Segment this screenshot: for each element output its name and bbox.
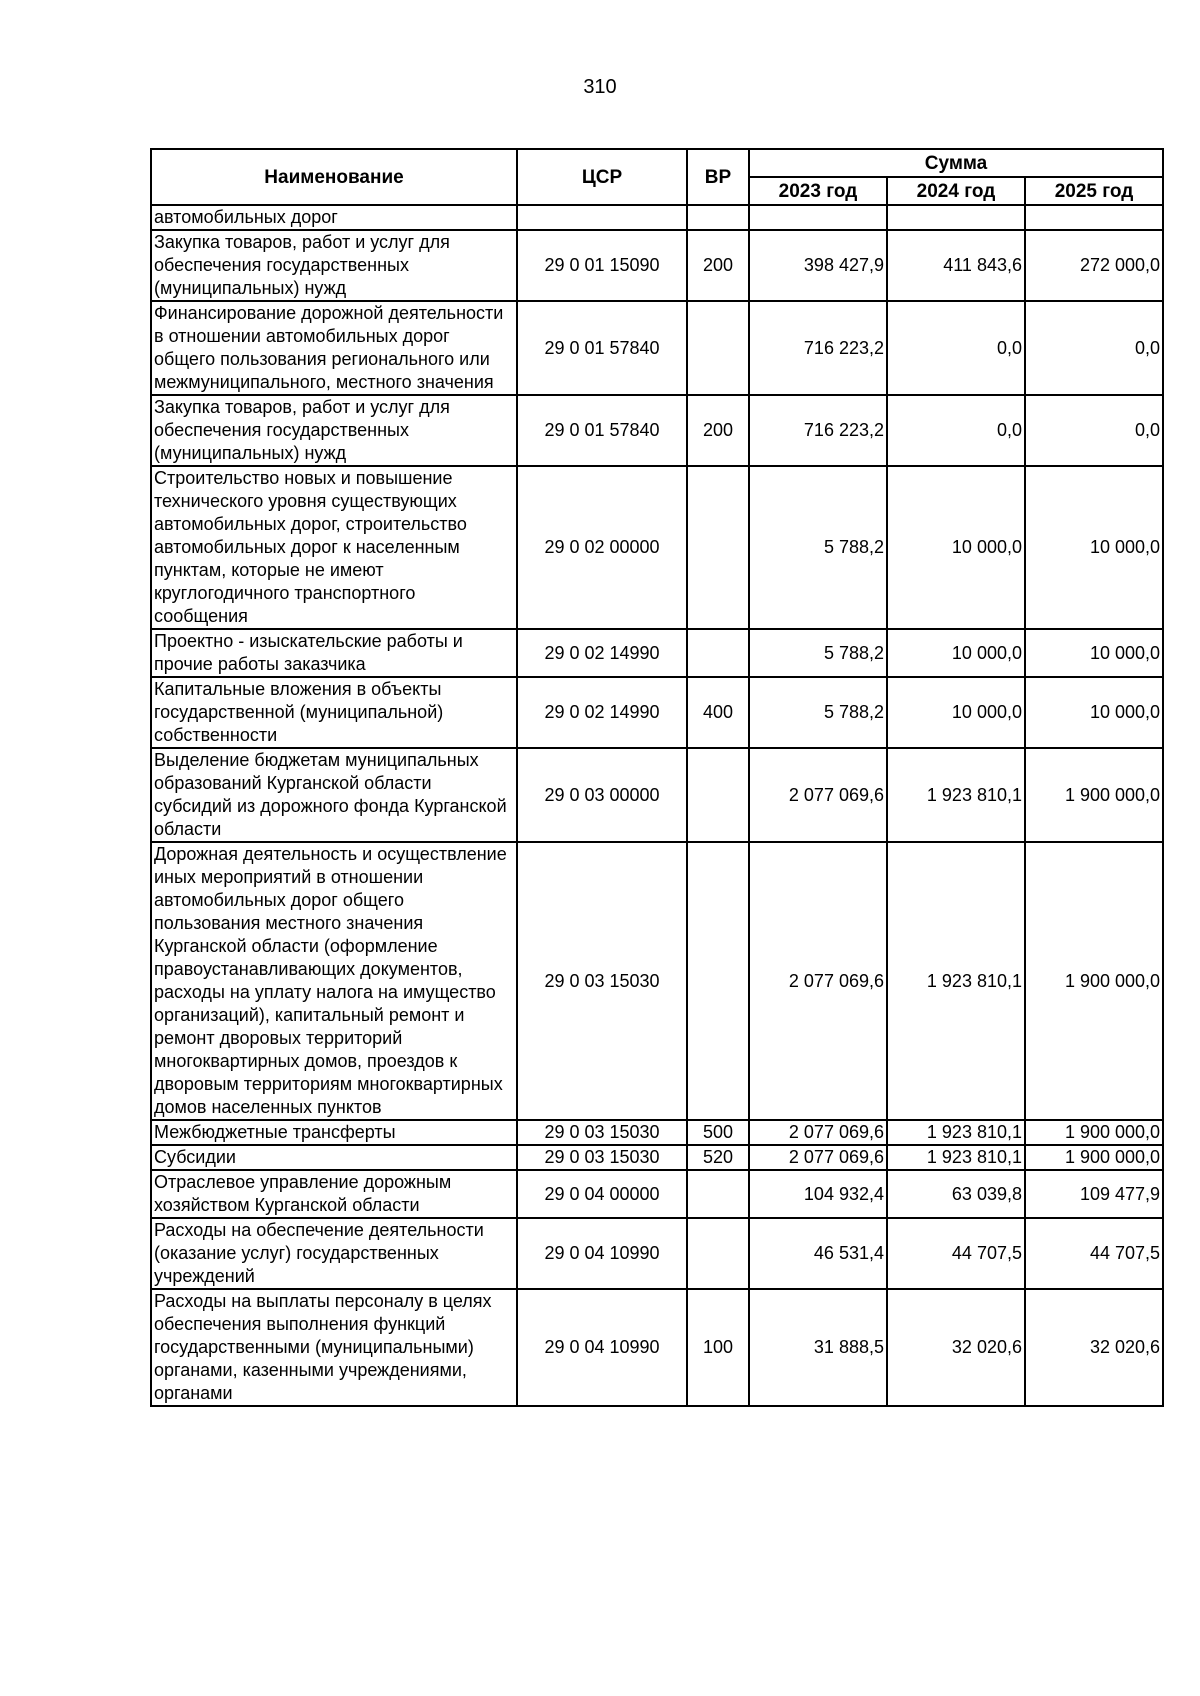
table-row bbox=[151, 1120, 1163, 1145]
row-sum-2025-cell: 10 000,0 bbox=[1025, 677, 1163, 748]
row-name-cell: Отраслевое управление дорожным хозяйством Курганской области bbox=[151, 1170, 517, 1218]
row-name-cell: Закупка товаров, работ и услуг для обеспечения государственных (муниципальных) нужд bbox=[151, 395, 517, 466]
row-sum-2023-cell: 5 788,2 bbox=[749, 629, 887, 677]
row-sum-2023-cell: 2 077 069,6 bbox=[749, 1120, 887, 1145]
row-csr-cell: 29 0 02 00000 bbox=[517, 466, 687, 629]
row-name-cell: автомобильных дорог bbox=[151, 205, 517, 230]
row-sum-2024-cell: 44 707,5 bbox=[887, 1218, 1025, 1289]
row-vr-cell: 520 bbox=[687, 1145, 749, 1170]
row-vr-cell bbox=[687, 301, 749, 395]
table-row bbox=[151, 1145, 1163, 1170]
row-csr-cell: 29 0 04 10990 bbox=[517, 1289, 687, 1406]
table-row bbox=[151, 301, 1163, 395]
row-vr-cell bbox=[687, 205, 749, 230]
row-vr-cell bbox=[687, 466, 749, 629]
row-vr-cell bbox=[687, 629, 749, 677]
table-row bbox=[151, 1289, 1163, 1406]
row-csr-cell: 29 0 03 15030 bbox=[517, 1145, 687, 1170]
row-sum-2025-cell bbox=[1025, 205, 1163, 230]
row-csr-cell: 29 0 01 15090 bbox=[517, 230, 687, 301]
row-csr-cell bbox=[517, 205, 687, 230]
row-sum-2025-cell: 272 000,0 bbox=[1025, 230, 1163, 301]
row-csr-cell: 29 0 01 57840 bbox=[517, 301, 687, 395]
row-name-cell: Дорожная деятельность и осуществление иных мероприятий в отношении автомобильных дорог общего пользования местного значения Курганской области (оформление правоустанавливающих документов, расходы на уплату налога на имущество организаций), капитальный ремонт и ремонт дворовых территорий многоквартирных домов, проездов к дворовым территориям многоквартирных домов населенных пунктов bbox=[151, 842, 517, 1120]
row-vr-cell: 200 bbox=[687, 395, 749, 466]
header-year-2024: 2024 год bbox=[887, 177, 1025, 205]
row-sum-2024-cell: 1 923 810,1 bbox=[887, 1145, 1025, 1170]
row-sum-2024-cell: 1 923 810,1 bbox=[887, 1120, 1025, 1145]
row-sum-2025-cell: 44 707,5 bbox=[1025, 1218, 1163, 1289]
row-name-cell: Закупка товаров, работ и услуг для обеспечения государственных (муниципальных) нужд bbox=[151, 230, 517, 301]
row-name-cell: Расходы на выплаты персоналу в целях обеспечения выполнения функций государственными (муниципальными) органами, казенными учреждениями, органами bbox=[151, 1289, 517, 1406]
header-name: Наименование bbox=[151, 149, 517, 205]
row-name-cell: Строительство новых и повышение технического уровня существующих автомобильных дорог, строительство автомобильных дорог к населенным пунктам, которые не имеют круглогодичного транспортного сообщения bbox=[151, 466, 517, 629]
row-csr-cell: 29 0 02 14990 bbox=[517, 629, 687, 677]
table-row bbox=[151, 395, 1163, 466]
table-row bbox=[151, 1170, 1163, 1218]
row-sum-2025-cell: 0,0 bbox=[1025, 301, 1163, 395]
table-row bbox=[151, 842, 1163, 1120]
header-csr: ЦСР bbox=[517, 149, 687, 205]
row-sum-2023-cell: 104 932,4 bbox=[749, 1170, 887, 1218]
row-sum-2023-cell: 5 788,2 bbox=[749, 677, 887, 748]
row-vr-cell bbox=[687, 842, 749, 1120]
page-number: 310 bbox=[583, 76, 617, 98]
row-sum-2023-cell: 2 077 069,6 bbox=[749, 842, 887, 1120]
row-sum-2025-cell: 10 000,0 bbox=[1025, 629, 1163, 677]
row-sum-2023-cell: 2 077 069,6 bbox=[749, 1145, 887, 1170]
row-sum-2023-cell: 31 888,5 bbox=[749, 1289, 887, 1406]
row-vr-cell: 500 bbox=[687, 1120, 749, 1145]
row-sum-2023-cell: 716 223,2 bbox=[749, 301, 887, 395]
header-year-2023: 2023 год bbox=[749, 177, 887, 205]
row-sum-2023-cell: 716 223,2 bbox=[749, 395, 887, 466]
table-row bbox=[151, 1218, 1163, 1289]
table-row bbox=[151, 230, 1163, 301]
row-sum-2024-cell: 10 000,0 bbox=[887, 466, 1025, 629]
row-vr-cell: 200 bbox=[687, 230, 749, 301]
row-csr-cell: 29 0 03 15030 bbox=[517, 1120, 687, 1145]
row-sum-2024-cell: 411 843,6 bbox=[887, 230, 1025, 301]
table-row bbox=[151, 466, 1163, 629]
row-vr-cell: 400 bbox=[687, 677, 749, 748]
row-sum-2024-cell: 10 000,0 bbox=[887, 629, 1025, 677]
row-sum-2023-cell: 5 788,2 bbox=[749, 466, 887, 629]
row-sum-2025-cell: 10 000,0 bbox=[1025, 466, 1163, 629]
row-name-cell: Расходы на обеспечение деятельности (оказание услуг) государственных учреждений bbox=[151, 1218, 517, 1289]
row-name-cell: Субсидии bbox=[151, 1145, 517, 1170]
row-sum-2024-cell: 63 039,8 bbox=[887, 1170, 1025, 1218]
row-sum-2025-cell: 1 900 000,0 bbox=[1025, 1120, 1163, 1145]
row-vr-cell: 100 bbox=[687, 1289, 749, 1406]
header-sum: Сумма bbox=[749, 149, 1163, 177]
budget-table bbox=[150, 148, 1164, 1407]
row-name-cell: Капитальные вложения в объекты государственной (муниципальной) собственности bbox=[151, 677, 517, 748]
row-sum-2025-cell: 0,0 bbox=[1025, 395, 1163, 466]
row-sum-2024-cell: 32 020,6 bbox=[887, 1289, 1025, 1406]
row-csr-cell: 29 0 04 00000 bbox=[517, 1170, 687, 1218]
header-vr: ВР bbox=[687, 149, 749, 205]
row-sum-2024-cell bbox=[887, 205, 1025, 230]
table-body bbox=[151, 205, 1163, 1406]
row-sum-2025-cell: 1 900 000,0 bbox=[1025, 1145, 1163, 1170]
row-vr-cell bbox=[687, 1170, 749, 1218]
row-sum-2024-cell: 0,0 bbox=[887, 301, 1025, 395]
row-csr-cell: 29 0 03 00000 bbox=[517, 748, 687, 842]
table-row bbox=[151, 748, 1163, 842]
row-sum-2024-cell: 0,0 bbox=[887, 395, 1025, 466]
row-name-cell: Финансирование дорожной деятельности в отношении автомобильных дорог общего пользования регионального или межмуниципального, местного значения bbox=[151, 301, 517, 395]
table-row bbox=[151, 629, 1163, 677]
row-sum-2024-cell: 1 923 810,1 bbox=[887, 842, 1025, 1120]
row-sum-2024-cell: 10 000,0 bbox=[887, 677, 1025, 748]
header-year-2025: 2025 год bbox=[1025, 177, 1163, 205]
row-csr-cell: 29 0 02 14990 bbox=[517, 677, 687, 748]
row-vr-cell bbox=[687, 1218, 749, 1289]
row-name-cell: Проектно - изыскательские работы и прочие работы заказчика bbox=[151, 629, 517, 677]
row-sum-2024-cell: 1 923 810,1 bbox=[887, 748, 1025, 842]
row-vr-cell bbox=[687, 748, 749, 842]
table-row bbox=[151, 677, 1163, 748]
row-sum-2025-cell: 32 020,6 bbox=[1025, 1289, 1163, 1406]
row-sum-2023-cell: 2 077 069,6 bbox=[749, 748, 887, 842]
row-sum-2023-cell: 398 427,9 bbox=[749, 230, 887, 301]
row-name-cell: Выделение бюджетам муниципальных образований Курганской области субсидий из дорожного фонда Курганской области bbox=[151, 748, 517, 842]
row-name-cell: Межбюджетные трансферты bbox=[151, 1120, 517, 1145]
row-sum-2023-cell bbox=[749, 205, 887, 230]
row-csr-cell: 29 0 01 57840 bbox=[517, 395, 687, 466]
row-sum-2025-cell: 1 900 000,0 bbox=[1025, 842, 1163, 1120]
row-sum-2025-cell: 1 900 000,0 bbox=[1025, 748, 1163, 842]
row-sum-2023-cell: 46 531,4 bbox=[749, 1218, 887, 1289]
row-sum-2025-cell: 109 477,9 bbox=[1025, 1170, 1163, 1218]
row-csr-cell: 29 0 03 15030 bbox=[517, 842, 687, 1120]
table-row bbox=[151, 205, 1163, 230]
row-csr-cell: 29 0 04 10990 bbox=[517, 1218, 687, 1289]
